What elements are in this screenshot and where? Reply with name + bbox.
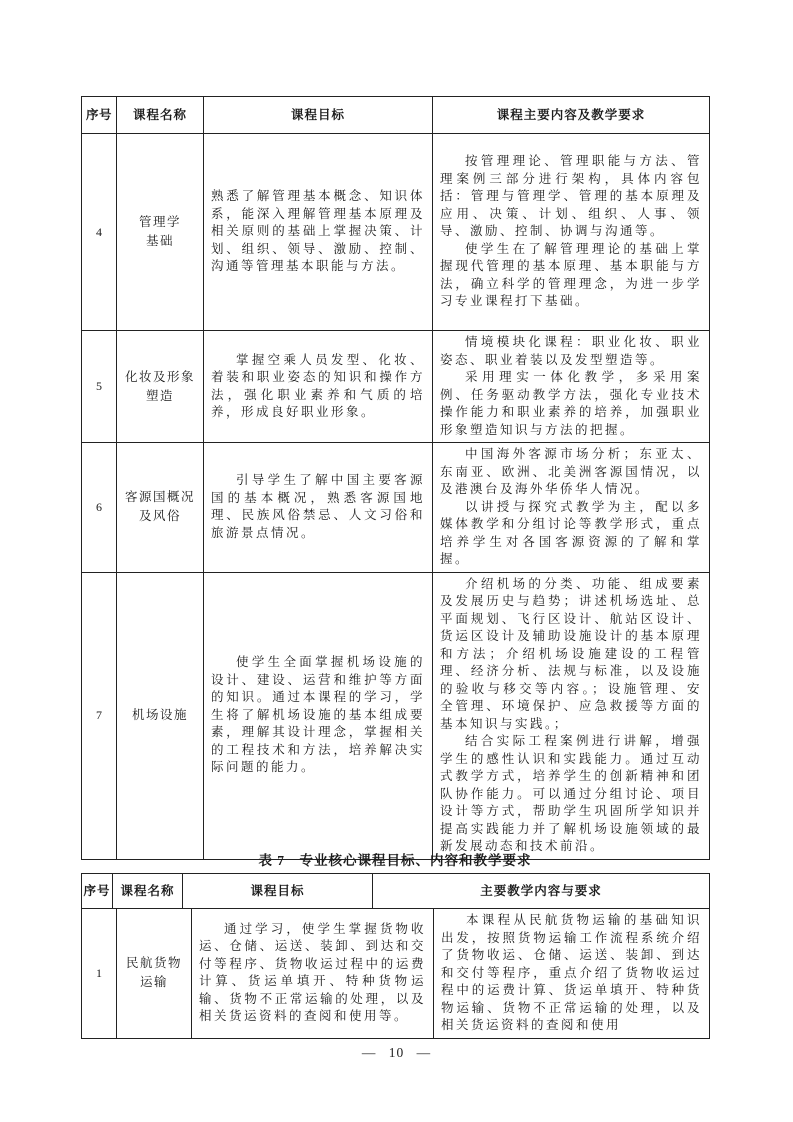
course-table-core <box>81 908 710 1039</box>
course-objective <box>204 443 433 573</box>
paragraph: 以讲授与探究式教学为主，配以多媒体教学和分组讨论等教学形式，重点培养学生对各国客源资源的了解和掌握。 <box>440 499 702 566</box>
row-number: 6 <box>82 443 117 573</box>
table-row <box>82 909 710 1039</box>
paragraph: 本课程从民航货物运输的基础知识出发，按照货物运输工作流程系统介绍了货物收运、仓储、运送、装卸、到达和交付等程序，重点介绍了货物收运过程中的运费计算、货运单填开、特种货物运输、货物不正常运输的处理，以及相关货运资料的查阅和使用 <box>441 913 702 1032</box>
column-header-objective: 课程目标 <box>204 97 433 134</box>
course-content <box>433 331 710 443</box>
course-content <box>433 443 710 573</box>
course-objective <box>204 331 433 443</box>
course-table-core-header <box>81 873 710 910</box>
row-number: 7 <box>82 572 117 859</box>
column-header-objective: 课程目标 <box>183 874 373 910</box>
row-number: 4 <box>82 134 117 331</box>
course-content <box>434 909 710 1039</box>
course-name: 民航货物 运输 <box>117 909 192 1039</box>
row-number: 5 <box>82 331 117 443</box>
table-row <box>82 134 710 331</box>
course-name: 化妆及形象 塑造 <box>117 331 204 443</box>
column-header-no: 序号 <box>82 874 113 910</box>
course-name: 客源国概况 及风俗 <box>117 443 204 573</box>
course-objective <box>204 134 433 331</box>
table-header-row <box>82 97 710 134</box>
column-header-course-name: 课程名称 <box>113 874 183 910</box>
page-number: — 10 — <box>361 1045 432 1060</box>
column-header-content: 主要教学内容与要求 <box>373 874 710 910</box>
table-header-row <box>82 874 710 910</box>
column-header-course-name: 课程名称 <box>117 97 204 134</box>
table-caption: 表 7 专业核心课程目标、内容和教学要求 <box>258 853 532 868</box>
paragraph: 情境模块化课程：职业化妆、职业姿态、职业着装以及发型塑造等。 <box>440 335 702 367</box>
paragraph: 引导学生了解中国主要客源国的基本概况，熟悉客源国地理、民族风俗禁忌、人文习俗和旅游景点情况。 <box>211 473 425 540</box>
course-objective <box>192 909 434 1039</box>
paragraph: 结合实际工程案例进行讲解，增强学生的感性认识和实践能力。通过互动式教学方式，培养学生的创新精神和团队协作能力。可以通过分组讨论、项目设计等方式，帮助学生巩固所学知识并提高实践能力并了解机场设施领域的最新发展动态和技术前沿。 <box>440 734 702 853</box>
table-row <box>82 572 710 859</box>
paragraph: 中国海外客源市场分析；东亚太、东南亚、欧洲、北美洲客源国情况，以及港澳台及海外华侨华人情况。 <box>440 447 702 496</box>
course-name: 管理学 基础 <box>117 134 204 331</box>
column-header-no: 序号 <box>82 97 117 134</box>
paragraph: 使学生在了解管理理论的基础上掌握现代管理的基本原理、基本职能与方法，确立科学的管理理念，为进一步学习专业课程打下基础。 <box>440 241 702 309</box>
course-name: 机场设施 <box>117 572 204 859</box>
course-objective <box>204 572 433 859</box>
row-number: 1 <box>82 909 117 1039</box>
table-row <box>82 331 710 443</box>
paragraph: 采用理实一体化教学，多采用案例、任务驱动教学方法，强化专业技术操作能力和职业素养的培养，加强职业形象塑造知识与方法的把握。 <box>440 370 702 437</box>
paragraph: 介绍机场的分类、功能、组成要素及发展历史与趋势；讲述机场选址、总平面规划、飞行区设计、航站区设计、货运区设计及辅助设施设计的基本原理和方法；介绍机场设施建设的工程管理、经济分析、法规与标准，以及设施的验收与移交等内容。；设施管理、安全管理、环境保护、应急救援等方面的基本知识与实践。； <box>440 576 702 731</box>
paragraph: 使学生全面掌握机场设施的设计、建设、运营和维护等方面的知识。通过本课程的学习，学生将了解机场设施的基本组成要素，理解其设计理念，掌握相关的工程技术和方法，培养解决实际问题的能力。 <box>211 655 425 775</box>
table-row <box>82 443 710 573</box>
column-header-content: 课程主要内容及教学要求 <box>433 97 710 134</box>
course-content <box>433 134 710 331</box>
paragraph: 熟悉了解管理基本概念、知识体系，能深入理解管理基本原理及相关原则的基础上掌握决策、计划、组织、领导、激励、控制、沟通等管理基本职能与方法。 <box>211 189 425 274</box>
paragraph: 通过学习，使学生掌握货物收运、仓储、运送、装卸、到达和交付等程序、货物收运过程中的运费计算、货运单填开、特种货物运输、货物不正常运输的处理，以及相关货运资料的查阅和使用等。 <box>199 921 426 1024</box>
paragraph: 按管理理论、管理职能与方法、管理案例三部分进行架构，具体内容包括：管理与管理学、管理的基本原理及应用、决策、计划、组织、人事、领导、激励、控制、协调与沟通等。 <box>440 154 702 239</box>
paragraph: 掌握空乘人员发型、化妆、着装和职业姿态的知识和操作方法，强化职业素养和气质的培养，形成良好职业形象。 <box>211 352 425 419</box>
course-table-basic <box>81 96 710 860</box>
course-content <box>433 572 710 859</box>
